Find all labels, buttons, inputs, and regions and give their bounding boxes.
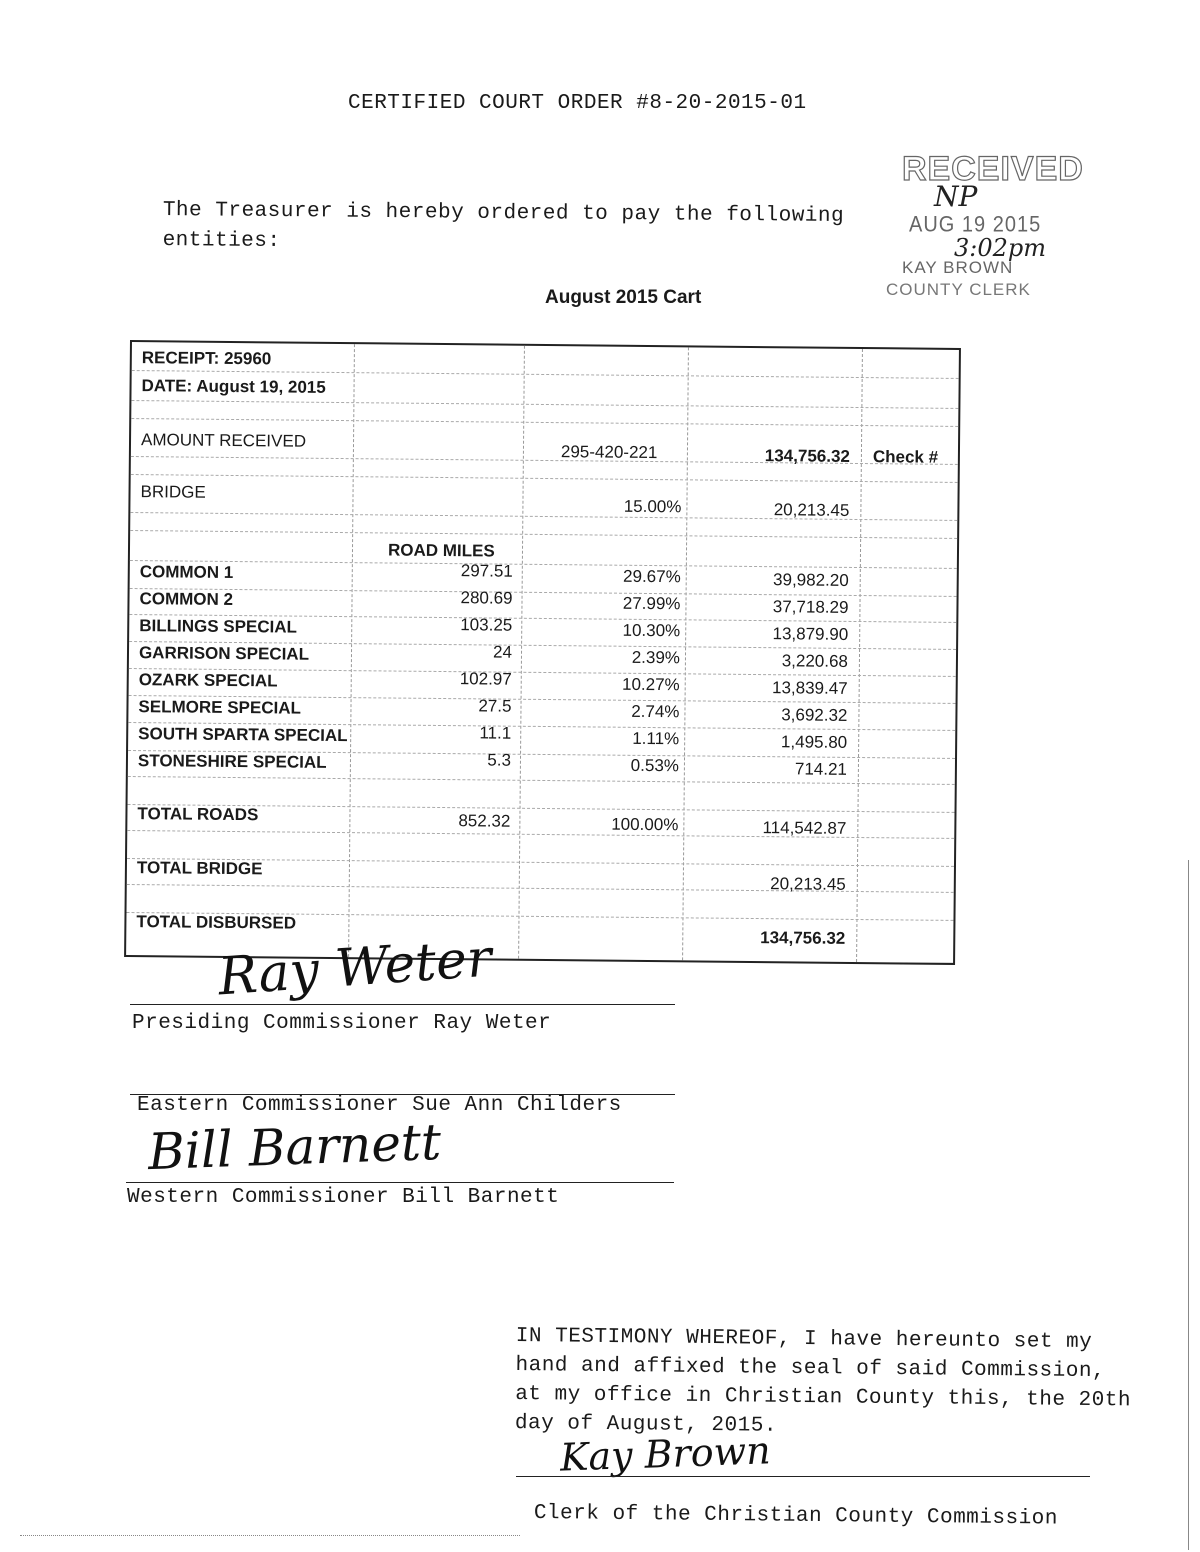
road-row-amount: 39,982.20 — [772, 570, 849, 590]
scan-edge — [1188, 860, 1189, 1550]
road-row-amount: 3,692.32 — [781, 705, 848, 725]
stamp-name: KAY BROWN — [902, 258, 1014, 277]
intro-text: The Treasurer is hereby ordered to pay the following entities: — [162, 198, 845, 254]
document-title: CERTIFIED COURT ORDER #8-20-2015-01 — [348, 92, 807, 115]
presiding-signature-line — [130, 1004, 675, 1005]
road-row-percent: 29.67% — [622, 566, 681, 587]
testimony-text: IN TESTIMONY WHEREOF, I have hereunto set my hand and affixed the seal of said Commission, at my office in Christian County this, the 20th day of August, 2015. — [514, 1324, 1132, 1438]
bridge-amount: 20,213.45 — [773, 500, 850, 520]
road-row-percent: 0.53% — [630, 755, 680, 776]
road-row-miles: 280.69 — [460, 588, 513, 608]
road-row-percent: 1.11% — [632, 728, 680, 749]
road-row-label: GARRISON SPECIAL — [138, 643, 310, 664]
clerk-caption: Clerk of the Christian County Commission — [533, 1502, 1059, 1531]
road-row-percent: 27.99% — [622, 593, 681, 614]
disbursement-table — [124, 340, 961, 965]
total-bridge-label: TOTAL BRIDGE — [136, 858, 263, 879]
grid-line — [130, 530, 957, 539]
presiding-caption: Presiding Commissioner Ray Weter — [132, 1012, 552, 1035]
presiding-signature: Ray Weter — [216, 928, 494, 1008]
stamp-time: 3:02pm — [954, 234, 1047, 262]
bridge-label: BRIDGE — [140, 482, 206, 502]
road-row-label: COMMON 1 — [139, 562, 234, 583]
road-row-label: STONESHIRE SPECIAL — [137, 751, 327, 772]
bottom-scan-rule — [20, 1535, 520, 1536]
date-label: DATE: August 19, 2015 — [141, 376, 326, 397]
road-row-label: SELMORE SPECIAL — [138, 697, 302, 718]
road-row-percent: 10.30% — [622, 620, 681, 641]
bridge-percent: 15.00% — [623, 496, 682, 517]
total-roads-label: TOTAL ROADS — [137, 804, 259, 825]
grid-line — [856, 349, 863, 962]
stamp-initials: NP — [934, 180, 978, 213]
total-disbursed-amount: 134,756.32 — [760, 928, 846, 948]
road-row-percent: 10.27% — [621, 674, 680, 695]
grid-line — [518, 346, 525, 959]
clerk-signature: Kay Brown — [559, 1428, 772, 1480]
road-row-miles: 11.1 — [479, 723, 512, 743]
road-row-label: SOUTH SPARTA SPECIAL — [138, 724, 348, 746]
western-caption: Western Commissioner Bill Barnett — [127, 1186, 560, 1209]
road-row-percent: 2.74% — [631, 701, 680, 722]
road-row-percent: 2.39% — [631, 647, 681, 668]
grid-line — [131, 418, 958, 427]
grid-line — [130, 560, 957, 569]
total-roads-miles: 852.32 — [458, 811, 511, 831]
total-roads-amount: 114,542.87 — [762, 818, 847, 838]
road-row-label: BILLINGS SPECIAL — [139, 616, 298, 637]
total-disbursed-label: TOTAL DISBURSED — [136, 912, 297, 933]
road-row-miles: 102.97 — [459, 669, 512, 689]
receipt-label: RECEIPT: 25960 — [141, 348, 272, 369]
stamp-office: COUNTY CLERK — [886, 280, 1031, 299]
grid-line — [348, 344, 355, 957]
cart-title: August 2015 Cart — [545, 287, 702, 308]
eastern-caption: Eastern Commissioner Sue Ann Childers — [137, 1094, 622, 1117]
road-row-amount: 37,718.29 — [772, 597, 849, 617]
amount-received-label: AMOUNT RECEIVED — [140, 430, 307, 451]
check-number-label: Check # — [872, 447, 939, 467]
stamp-date: AUG 19 2015 — [909, 212, 1042, 238]
account-number: 295-420-221 — [560, 442, 658, 463]
road-row-miles: 297.51 — [460, 561, 513, 581]
amount-received-value: 134,756.32 — [764, 446, 851, 466]
road-row-amount: 1,495.80 — [780, 732, 848, 752]
road-row-amount: 13,839.47 — [771, 678, 848, 698]
road-row-amount: 3,220.68 — [781, 651, 849, 671]
road-row-label: COMMON 2 — [139, 589, 234, 610]
grid-line — [131, 474, 958, 483]
total-roads-percent: 100.00% — [611, 814, 679, 835]
western-signature-line — [126, 1182, 674, 1183]
clerk-signature-line — [516, 1476, 1090, 1477]
western-signature: Bill Barnett — [147, 1112, 442, 1182]
received-stamp — [884, 150, 1084, 310]
road-row-miles: 27.5 — [478, 696, 512, 716]
grid-line — [682, 347, 689, 960]
road-row-amount: 13,879.90 — [772, 624, 849, 644]
road-row-miles: 5.3 — [487, 750, 512, 770]
road-miles-header: ROAD MILES — [387, 540, 495, 561]
grid-line — [131, 400, 958, 409]
road-row-miles: 24 — [493, 642, 513, 662]
road-row-label: OZARK SPECIAL — [138, 670, 278, 691]
stamp-received-text: RECEIVED — [902, 150, 1084, 188]
road-row-amount: 714.21 — [794, 759, 848, 779]
total-bridge-amount: 20,213.45 — [770, 874, 846, 894]
road-row-miles: 103.25 — [460, 615, 513, 635]
